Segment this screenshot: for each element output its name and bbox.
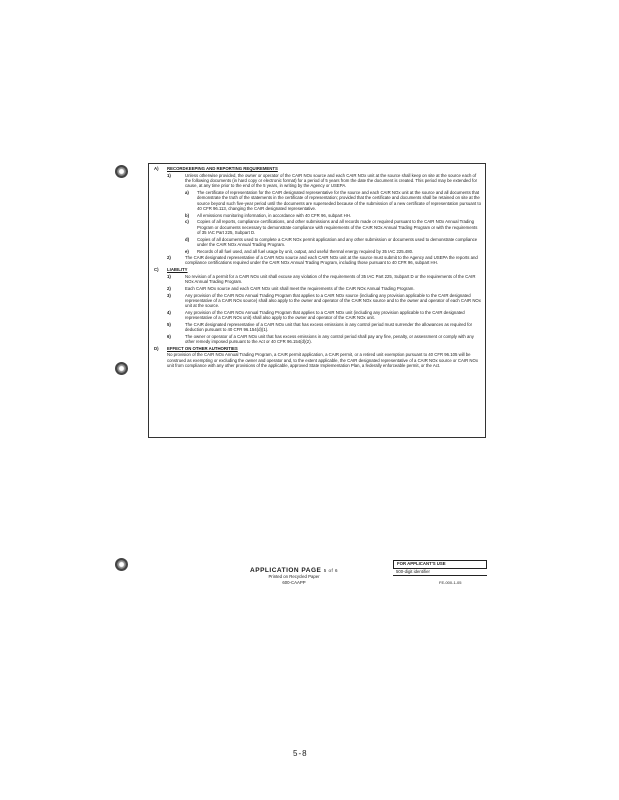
condition-label: 1) <box>167 273 171 279</box>
condition-item <box>154 334 481 345</box>
application-page-title <box>244 567 344 574</box>
subitem-label: d) <box>185 236 190 242</box>
condition-text: Any provision of the CAIR NOx Annual Trading Program that applies to a CAIR NOx source (including any provision applicable to the CAIR designated representative of a CAIR NOx source) shall also apply to the owner and operator of the CAIR NOx source and to the owner and operator of each CAIR NOx unit at the source. <box>185 292 481 309</box>
condition-subitem <box>154 190 481 211</box>
section-intro-text: No provision of the CAIR NOx Annual Trading Program, a CAIR permit application, a CAIR permit, or a retired unit exemption pursuant to 40 CFR 96.105 will be construed as exempting or excluding the owner and operator and, to the extent applicable, the CAIR designated representative of a CAIR NOx source or CAIR NOx unit from compliance with any other provisions of the applicable, approved State Implementation Plan, a federally enforceable permit, or the Act. <box>167 352 478 369</box>
application-page-label: APPLICATION PAGE <box>250 567 322 574</box>
applicant-use-label: FOR APPLICANT'S USE <box>393 560 487 569</box>
section-intro <box>154 352 481 368</box>
form-identifier: FE-000-1-05 <box>439 580 462 585</box>
section-label: A) <box>154 166 159 171</box>
permit-conditions-block <box>148 163 486 438</box>
subitem-text: Copies of all documents used to complete a CAIR NOx permit application and any other submission or documents used to demonstrate compliance under the CAIR NOx Annual Trading Program. <box>197 236 478 247</box>
condition-text: No revision of a permit for a CAIR NOx unit shall excuse any violation of the requirements of 35 IAC Part 225, Subpart D or the requirements of the CAIR NOx Annual Trading Program. <box>185 273 476 285</box>
condition-item <box>154 173 481 189</box>
section-heading: RECORDKEEPING AND REPORTING REQUIREMENTS <box>167 166 278 171</box>
condition-subitem <box>154 249 481 254</box>
binder-hole-top <box>115 165 128 178</box>
section-0 <box>154 166 481 171</box>
subitem-text: Copies of all reports, compliance certifications, and other submissions and all records made or required pursuant to the CAIR NOx Annual Trading Program or documents necessary to demonstrate compliance with requirements of the CAIR NOx Annual Trading Program or with the requirements of 35 IAC Part 225, Subpart D. <box>197 219 478 235</box>
subitem-text: The certificate of representation for the CAIR designated representative for the source and each CAIR NOx unit at the source and all documents that demonstrate the truth of the statements in the certificate of representation; provided that the certificate and documents shall be retained on site at the source beyond such five-year period until the documents are superseded because of the submission of a new certificate of representation pursuant to 40 CFR 96.113, changing the CAIR designated representative. <box>197 189 481 211</box>
section-1 <box>154 267 481 272</box>
condition-label: 5) <box>167 321 171 327</box>
subitem-label: b) <box>185 212 190 218</box>
page-number: 5-8 <box>293 749 308 758</box>
condition-item <box>154 322 481 333</box>
condition-text: The owner or operator of a CAIR NOx unit that has excess emissions in any control period shall pay any fine, penalty, or assessment or comply with any other remedy imposed pursuant to the Act or 40 CFR 96.154(d)(2). <box>185 333 474 345</box>
condition-label: 3) <box>167 292 171 298</box>
condition-label: 2) <box>167 255 171 261</box>
condition-label: 4) <box>167 309 171 315</box>
condition-text: Unless otherwise provided, the owner or operator of the CAIR NOx source and each CAIR NOx unit at the source shall keep on site at the source each of the following documents (in hard copy or electronic format) for a period of 5 years from the date the document is created. This period may be extended for cause, at any time prior to the end of the 5 years, in writing by the Agency or USEPA. <box>185 172 478 189</box>
applicant-use-box <box>393 560 487 575</box>
condition-label: 1) <box>167 172 171 178</box>
section-label: D) <box>154 345 159 351</box>
condition-item <box>154 286 481 291</box>
condition-text: Any provision of the CAIR NOx Annual Trading Program that applies to a CAIR NOx unit (including any provision applicable to the CAIR designated representative of a CAIR NOx unit) shall also apply to the owner and operator of the CAIR NOx unit. <box>185 309 465 321</box>
section-heading: EFFECT ON OTHER AUTHORITIES <box>167 345 238 351</box>
condition-text: The CAIR designated representative of a CAIR NOx unit that has excess emissions in any control period must surrender the allowances as required for deduction pursuant to 40 CFR 96.154(d)(1). <box>185 321 473 333</box>
subitem-label: c) <box>185 219 189 225</box>
condition-text: The CAIR designated representative of a CAIR NOx source and each CAIR NOx unit at the source must submit to the Agency and USEPA the reports and compliance certifications required under the CAIR NOx Annual Trading Program, including those pursuant to 40 CFR 96, subpart HH. <box>185 255 478 266</box>
application-footer <box>244 567 344 586</box>
subitem-label: e) <box>185 248 189 254</box>
subitem-text: All emissions monitoring information, in accordance with 40 CFR 96, subpart HH. <box>197 212 352 218</box>
form-number: 600-CAAPP <box>282 580 306 585</box>
section-label: C) <box>154 267 159 273</box>
condition-label: 2) <box>167 285 171 291</box>
binder-hole-bottom <box>115 558 128 571</box>
application-page-number: 5 of 6 <box>323 568 338 573</box>
subitem-text: Records of all fuel used, and all fuel usage by unit, output, and useful thermal energy required by 35 IAC 225.480. <box>197 248 414 254</box>
condition-item <box>154 310 481 321</box>
condition-text: Each CAIR NOx source and each CAIR NOx unit shall meet the requirements of the CAIR NOx Annual Trading Program. <box>185 285 415 291</box>
condition-item <box>154 293 481 309</box>
condition-subitem <box>154 213 481 218</box>
section-heading: LIABILITY <box>167 267 188 273</box>
binder-hole-middle <box>115 362 128 375</box>
condition-label: 6) <box>167 333 171 339</box>
condition-subitem <box>154 219 481 235</box>
condition-subitem <box>154 237 481 248</box>
condition-item <box>154 274 481 285</box>
subitem-label: a) <box>185 189 189 195</box>
condition-item <box>154 255 481 266</box>
applicant-use-value: 500-digit identifier <box>393 569 487 577</box>
recycled-paper-note: Printed on Recycled Paper <box>268 574 320 579</box>
section-2 <box>154 346 481 351</box>
